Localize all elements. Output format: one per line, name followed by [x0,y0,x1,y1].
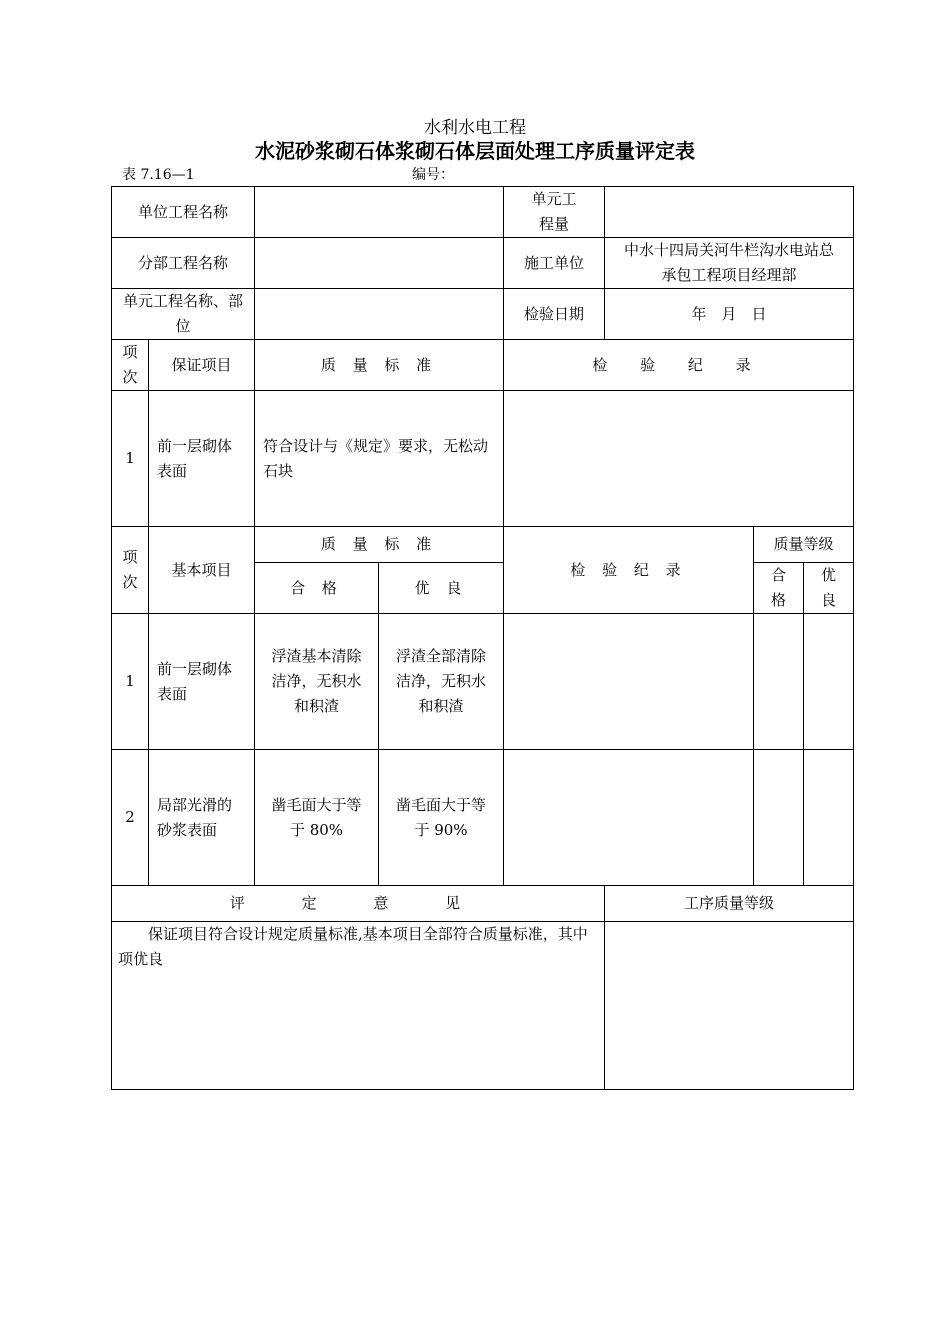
table-number: 表 7.16—1 [122,167,195,183]
number-label: 编号： [412,167,454,183]
basic-row-1-item: 前一层砌体表面 [149,614,255,750]
subtitle: 水利水电工程 [424,118,526,138]
basic-row-2-good: 凿毛面大于等于 90% [379,750,504,886]
unit-name-label: 单元工程名称、部位 [112,289,255,340]
process-grade-value[interactable] [605,922,854,1090]
inspect-date-label: 检验日期 [504,289,605,340]
basic-row-1-record[interactable] [504,614,754,750]
guarantee-row-standard: 符合设计与《规定》要求，无松动石块 [255,391,504,527]
unit-quantity-value[interactable] [605,187,854,238]
document-title: 水泥砂浆砌石体浆砌石体层面处理工序质量评定表 [255,139,695,163]
basic-row-1-good: 浮渣全部清除洁净，无积水和积渣 [379,614,504,750]
unit-quantity-label-text: 单元工 程量 [531,190,577,233]
basic-row-1-grade-pass[interactable] [754,614,804,750]
table-row [112,614,854,750]
basic-row-2-no: 2 [112,750,149,886]
guarantee-col-item: 保证项目 [149,340,255,391]
basic-col-item: 基本项目 [149,527,255,614]
basic-col-standard: 质 量 标 准 [255,527,504,563]
unit-project-label: 单位工程名称 [112,187,255,238]
unit-project-value[interactable] [255,187,504,238]
basic-col-good: 优 良 [379,563,504,614]
basic-col-pass: 合 格 [255,563,379,614]
unit-quantity-label [504,187,605,238]
contractor-value: 中水十四局关河牛栏沟水电站总承包工程项目经理部 [605,238,854,289]
inspect-date-value: 年 月 日 [605,289,854,340]
basic-row-2-pass: 凿毛面大于等于 80% [255,750,379,886]
guarantee-row-record[interactable] [504,391,854,527]
basic-col-grade: 质量等级 [754,527,854,563]
basic-col-no: 项次 [112,527,149,614]
table-row [112,750,854,886]
guarantee-col-record: 检 验 纪 录 [504,340,854,391]
guarantee-col-no: 项次 [112,340,149,391]
contractor-label: 施工单位 [504,238,605,289]
table-row [112,391,854,527]
process-grade-label: 工序质量等级 [605,886,854,922]
guarantee-col-standard: 质 量 标 准 [255,340,504,391]
basic-col-record: 检 验 纪 录 [504,527,754,614]
basic-row-2-item: 局部光滑的砂浆表面 [149,750,255,886]
opinion-label: 评 定 意 见 [112,886,605,922]
basic-row-2-record[interactable] [504,750,754,886]
basic-row-1-grade-good[interactable] [804,614,854,750]
sub-project-value[interactable] [255,238,504,289]
evaluation-table [111,186,854,1090]
guarantee-row-no: 1 [112,391,149,527]
basic-row-1-pass: 浮渣基本清除洁净，无积水和积渣 [255,614,379,750]
sub-project-label: 分部工程名称 [112,238,255,289]
unit-name-value[interactable] [255,289,504,340]
guarantee-row-item: 前一层砌体表面 [149,391,255,527]
basic-col-grade-pass: 合格 [754,563,804,614]
opinion-text: 保证项目符合设计规定质量标准,基本项目全部符合质量标准，其中 项优良 [112,922,605,1090]
basic-row-2-grade-pass[interactable] [754,750,804,886]
basic-row-1-no: 1 [112,614,149,750]
basic-row-2-grade-good[interactable] [804,750,854,886]
basic-col-grade-good: 优良 [804,563,854,614]
